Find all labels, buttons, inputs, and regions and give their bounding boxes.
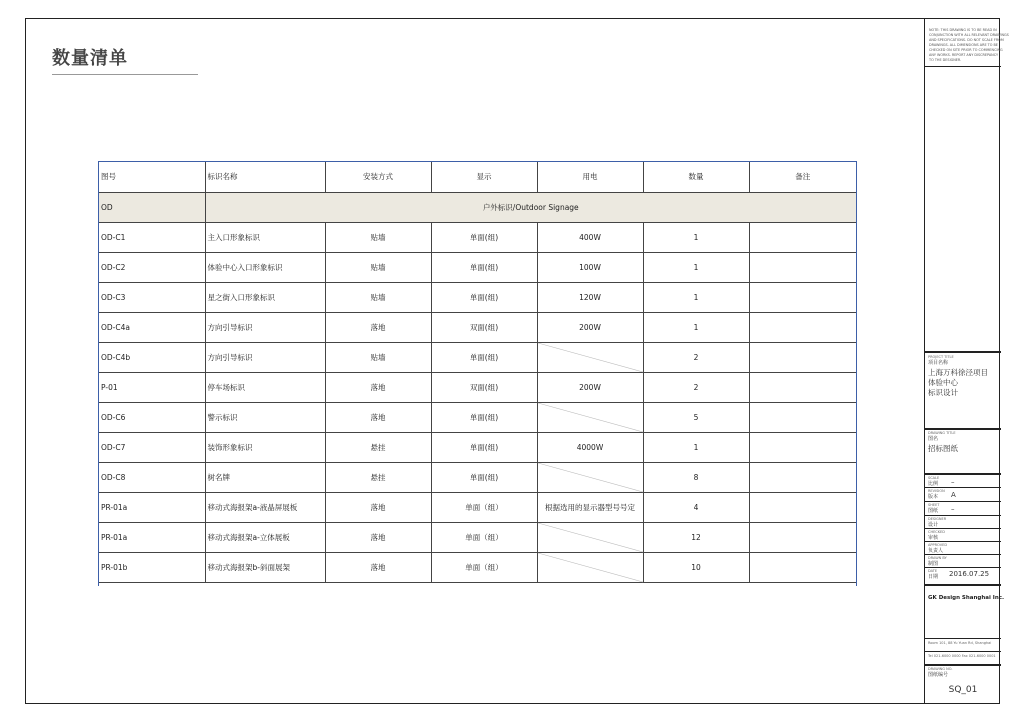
revision-label: 版本 [928, 494, 939, 500]
note-line: DRAWINGS. ALL DIMENSIONS ARE TO BE [929, 43, 998, 47]
cell-display: 双面(组) [431, 372, 537, 402]
cell-code: PR-01a [99, 522, 205, 552]
cell-display: 单面(组) [431, 282, 537, 312]
cell-code: P-01 [99, 372, 205, 402]
cell-note [749, 402, 856, 432]
date-value: 2016.07.25 [949, 570, 990, 578]
cell-qty: 4 [643, 492, 749, 522]
note-line: CHECKED ON SITE PRIOR TO COMMENCING [929, 48, 1003, 52]
section-row [99, 192, 856, 222]
cell-power [537, 522, 643, 552]
cell-note [749, 342, 856, 372]
project-label-en: PROJECT TITLE [928, 355, 954, 359]
cell-install: 落地 [325, 312, 431, 342]
drawn-label: 制图 [928, 561, 939, 567]
drawing-no-label-en: DRAWING NO. [928, 667, 953, 671]
empty-cell-slash [538, 523, 643, 552]
sheet-label: 图纸 [928, 508, 939, 514]
sheet-label-en: SHEET [928, 503, 940, 507]
cell-power: 根据选用的显示器型号号定 [537, 492, 643, 522]
cell-note [749, 462, 856, 492]
cell-code: OD-C8 [99, 462, 205, 492]
cell-power: 100W [537, 252, 643, 282]
cell-install: 贴墙 [325, 222, 431, 252]
approved-label: 负责人 [928, 548, 944, 554]
cell-install: 贴墙 [325, 342, 431, 372]
cell-power [537, 402, 643, 432]
company-name: GK Design Shanghai Inc. [928, 595, 1005, 601]
header-display: 显示 [431, 162, 537, 192]
page-title-area [52, 44, 198, 75]
cell-display: 单面（组） [431, 492, 537, 522]
cell-install: 悬挂 [325, 462, 431, 492]
cell-display: 双面(组) [431, 312, 537, 342]
title-block [924, 18, 1009, 704]
cell-code: PR-01b [99, 552, 205, 582]
table-row [99, 252, 856, 282]
drawing-title: 招标图纸 [928, 444, 958, 453]
note-line: ANY WORKS. REPORT ANY DISCREPANCY [929, 53, 999, 57]
section-code: OD [99, 192, 205, 222]
cell-qty: 2 [643, 372, 749, 402]
cell-display: 单面(组) [431, 402, 537, 432]
cell-power: 400W [537, 222, 643, 252]
drawn-label-en: DRAWN BY [928, 556, 947, 560]
cell-code: OD-C4b [99, 342, 205, 372]
table-row [99, 402, 856, 432]
drawing-label-en: DRAWING TITLE [928, 431, 956, 435]
cell-note [749, 312, 856, 342]
header-power: 用电 [537, 162, 643, 192]
revision-value: A [951, 491, 956, 499]
empty-cell-slash [538, 553, 643, 582]
page-title: 数量清单 [52, 48, 128, 69]
header-code: 图号 [99, 162, 205, 192]
table-row [99, 222, 856, 252]
designer-label-en: DESIGNER [928, 517, 947, 521]
table-row [99, 342, 856, 372]
note-line: CONJUNCTION WITH ALL RELEVANT DRAWINGS [929, 33, 1009, 37]
checker-label-en: CHECKED [928, 530, 945, 534]
sheet-value: – [951, 505, 955, 513]
cell-power [537, 342, 643, 372]
note-line: TO THE DESIGNER. [929, 58, 962, 62]
cell-display: 单面(组) [431, 342, 537, 372]
scale-value: – [951, 478, 955, 486]
drawing-number: SQ_01 [948, 685, 978, 695]
table-row [99, 282, 856, 312]
table-header-row [99, 162, 856, 192]
cell-qty: 1 [643, 282, 749, 312]
table-row [99, 552, 856, 582]
cell-name: 装饰形象标识 [205, 432, 325, 462]
note-line: AND SPECIFICATIONS. DO NOT SCALE FROM [929, 38, 1004, 42]
project-name-line-3: 标识设计 [928, 388, 958, 397]
cell-install: 落地 [325, 402, 431, 432]
cell-code: OD-C4a [99, 312, 205, 342]
cell-install: 落地 [325, 372, 431, 402]
header-note: 备注 [749, 162, 856, 192]
cell-code: OD-C2 [99, 252, 205, 282]
cell-install: 悬挂 [325, 432, 431, 462]
cell-install: 贴墙 [325, 252, 431, 282]
cell-name: 方向引导标识 [205, 312, 325, 342]
cell-qty: 2 [643, 342, 749, 372]
table-row [99, 312, 856, 342]
cell-code: OD-C7 [99, 432, 205, 462]
designer-label: 设计 [928, 522, 939, 528]
empty-cell-slash [538, 403, 643, 432]
cell-note [749, 252, 856, 282]
cell-name: 星之街入口形象标识 [205, 282, 325, 312]
cell-code: PR-01a [99, 492, 205, 522]
cell-note [749, 222, 856, 252]
table-row [99, 432, 856, 462]
table-row [99, 522, 856, 552]
cell-install: 贴墙 [325, 282, 431, 312]
cell-name: 体验中心入口形象标识 [205, 252, 325, 282]
cell-display: 单面(组) [431, 462, 537, 492]
cell-display: 单面（组） [431, 552, 537, 582]
cell-note [749, 432, 856, 462]
cell-install: 落地 [325, 492, 431, 522]
quantity-table [98, 161, 857, 586]
table-row [99, 492, 856, 522]
cell-qty: 1 [643, 312, 749, 342]
title-block-notes [929, 28, 1009, 63]
cell-qty: 1 [643, 252, 749, 282]
project-name-line-2: 体验中心 [928, 378, 958, 387]
section-label: 户外标识/Outdoor Signage [205, 192, 856, 222]
cell-power: 4000W [537, 432, 643, 462]
company-contact: Tel 021-6000 0000 Fax 021-6000 0001 [928, 654, 996, 658]
cell-power: 200W [537, 312, 643, 342]
drawing-label: 图名 [928, 436, 939, 442]
scale-label-en: SCALE [928, 476, 940, 480]
cell-qty: 1 [643, 222, 749, 252]
cell-install: 落地 [325, 522, 431, 552]
note-line: NOTE: THIS DRAWING IS TO BE READ IN [929, 28, 997, 32]
project-name-line-1: 上海万科徐泾项目 [928, 368, 988, 377]
table-row [99, 372, 856, 402]
cell-name: 主入口形象标识 [205, 222, 325, 252]
table-row [99, 462, 856, 492]
cell-code: OD-C1 [99, 222, 205, 252]
cell-qty: 8 [643, 462, 749, 492]
company-address: Room 101, 88 Yu Yuan Rd, Shanghai [928, 641, 992, 645]
cell-name: 方向引导标识 [205, 342, 325, 372]
drawing-no-label: 图纸编号 [928, 672, 949, 678]
cell-power: 120W [537, 282, 643, 312]
approved-label-en: APPROVED [928, 543, 948, 547]
empty-cell-slash [538, 343, 643, 372]
cell-qty: 10 [643, 552, 749, 582]
cell-install: 落地 [325, 552, 431, 582]
cell-qty: 12 [643, 522, 749, 552]
cell-display: 单面(组) [431, 252, 537, 282]
cell-display: 单面(组) [431, 222, 537, 252]
cell-note [749, 552, 856, 582]
checker-label: 审核 [928, 535, 939, 541]
header-qty: 数量 [643, 162, 749, 192]
cell-note [749, 492, 856, 522]
cell-code: OD-C6 [99, 402, 205, 432]
cell-display: 单面（组） [431, 522, 537, 552]
cell-note [749, 372, 856, 402]
cell-name: 移动式海报架b-斜面展架 [205, 552, 325, 582]
scale-label: 比例 [928, 481, 939, 487]
revision-label-en: REVISION [928, 489, 945, 493]
header-install: 安装方式 [325, 162, 431, 192]
cell-code: OD-C3 [99, 282, 205, 312]
title-underline [52, 74, 198, 75]
date-label: 日期 [928, 574, 939, 580]
cell-power: 200W [537, 372, 643, 402]
project-label: 项目名称 [928, 360, 949, 366]
cell-qty: 5 [643, 402, 749, 432]
header-name: 标识名称 [205, 162, 325, 192]
cell-name: 停车场标识 [205, 372, 325, 402]
cell-name: 移动式海报架a-液晶屏展板 [205, 492, 325, 522]
cell-name: 树名牌 [205, 462, 325, 492]
cell-note [749, 282, 856, 312]
cell-power [537, 462, 643, 492]
cell-name: 警示标识 [205, 402, 325, 432]
cell-note [749, 522, 856, 552]
empty-cell-slash [538, 463, 643, 492]
cell-power [537, 552, 643, 582]
date-label-en: DATE [928, 569, 938, 573]
cell-name: 移动式海报架a-立体展板 [205, 522, 325, 552]
cell-display: 单面(组) [431, 432, 537, 462]
cell-qty: 1 [643, 432, 749, 462]
